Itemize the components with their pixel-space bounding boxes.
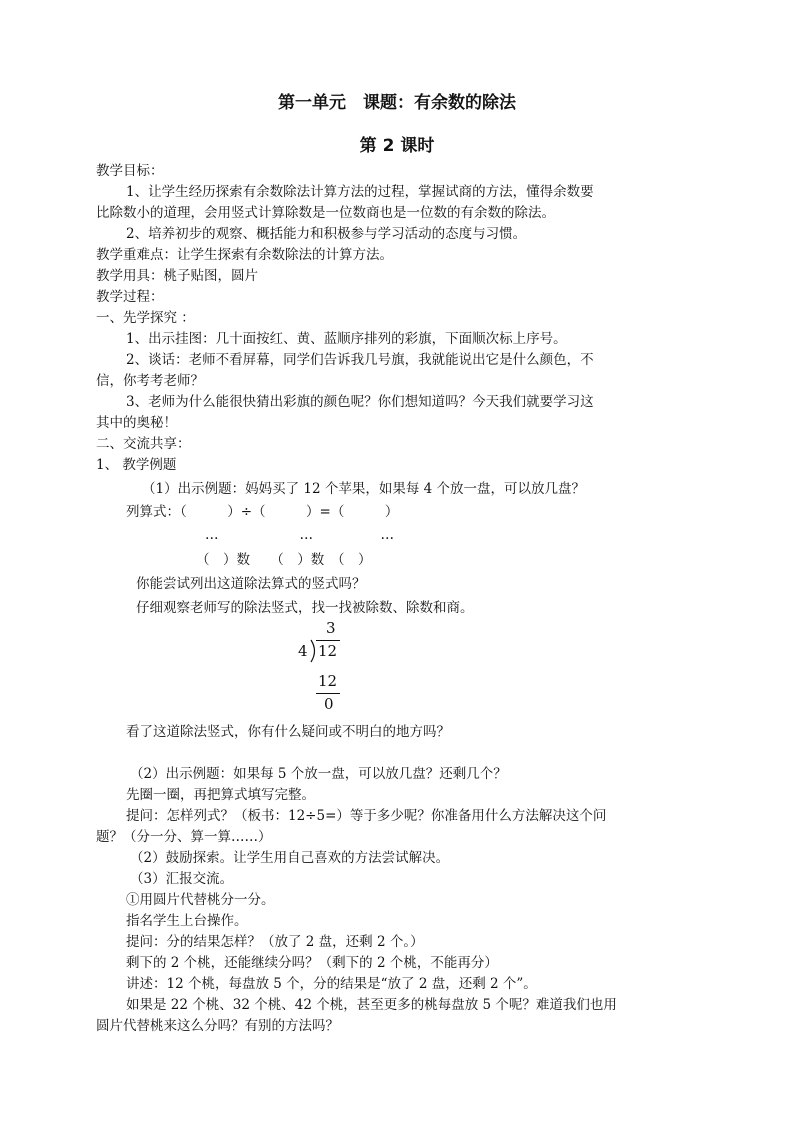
text-line: （1）出示例题：妈妈买了 12 个苹果，如果每 4 个放一盘，可以放几盘？: [142, 481, 586, 497]
text-line: 信，你考考老师？: [96, 373, 204, 389]
remainder: 0: [324, 695, 334, 713]
text-line: 讲述：12 个桃，每盘放 5 个，分的结果是“放了 2 盘，还剩 2 个”。: [126, 976, 537, 992]
text-line: 如果是 22 个桃、32 个桃、42 个桃，甚至更多的桃每盘放 5 个呢？难道我们也用: [126, 997, 617, 1013]
text-line: （3）汇报交流。: [130, 871, 234, 887]
text-line: 比除数小的道理，会用竖式计算除数是一位数商也是一位数的有余数的除法。: [96, 205, 555, 221]
quotient: 3: [326, 619, 336, 637]
text-line: 二、交流共享：: [96, 436, 191, 452]
division-bar: [316, 640, 340, 641]
text-line: 提问：分的结果怎样？（放了 2 盘，还剩 2 个。）: [126, 934, 424, 950]
text-line: 题？（分一分、算一算……）: [96, 829, 272, 845]
text-line: 教学重难点：让学生探索有余数除法的计算方法。: [96, 247, 393, 263]
text-line: 1、 教学例题: [96, 457, 177, 473]
text-line: 圆片代替桃来这么分吗？有别的方法吗？: [96, 1018, 339, 1034]
text-line: … … …: [205, 527, 394, 543]
product: 12: [318, 672, 338, 690]
text-line: 教学目标：: [96, 163, 164, 179]
subtraction-rule: [316, 693, 340, 694]
dividend: 12: [318, 642, 338, 660]
text-line: （2）鼓励探索。让学生用自己喜欢的方法尝试解决。: [130, 850, 450, 866]
text-line: 提问：怎样列式？（板书：12÷5=）等于多少呢？你准备用什么方法解决这个问: [126, 808, 607, 824]
text-line: 列算式：（ ）÷（ ）=（ ）: [126, 504, 399, 520]
text-line: 指名学生上台操作。: [126, 913, 248, 929]
text-line: 先圈一圈，再把算式填写完整。: [126, 787, 315, 803]
text-line: 3、老师为什么能很快猜出彩旗的颜色呢？你们想知道吗？今天我们就要学习这: [126, 394, 594, 410]
text-line: 看了这道除法竖式，你有什么疑问或不明白的地方吗？: [126, 724, 450, 740]
text-line: 1、让学生经历探索有余数除法计算方法的过程，掌握试商的方法，懂得余数要: [126, 184, 594, 200]
lesson-subtitle: 第 2 课时: [359, 136, 435, 156]
text-line: 仔细观察老师写的除法竖式，找一找被除数、除数和商。: [136, 600, 474, 616]
text-line: 教学用具：桃子贴图，圆片: [96, 268, 258, 284]
text-line: （ ）数 （ ）数 （ ）: [196, 552, 372, 568]
text-line: （2）出示例题：如果每 5 个放一盘，可以放几盘？还剩几个？: [130, 766, 507, 782]
text-line: 1、出示挂图：几十面按红、黄、蓝顺序排列的彩旗，下面顺次标上序号。: [126, 331, 567, 347]
text-line: 一、先学探究 ：: [96, 310, 195, 326]
text-line: 教学过程：: [96, 289, 164, 305]
text-line: ①用圆片代替桃分一分。: [126, 892, 275, 908]
text-line: 2、培养初步的观察、概括能力和积极参与学习活动的态度与习惯。: [126, 226, 527, 242]
divisor: 4: [298, 642, 308, 660]
text-line: 2、谈话：老师不看屏幕，同学们告诉我几号旗，我就能说出它是什么颜色，不: [126, 352, 594, 368]
lesson-title: 第一单元 课题：有余数的除法: [278, 93, 516, 113]
text-line: 你能尝试列出这道除法算式的竖式吗？: [136, 576, 366, 592]
text-line: 剩下的 2 个桃，还能继续分吗？（剩下的 2 个桃，不能再分）: [126, 955, 498, 971]
text-line: 其中的奥秘！: [96, 415, 177, 431]
